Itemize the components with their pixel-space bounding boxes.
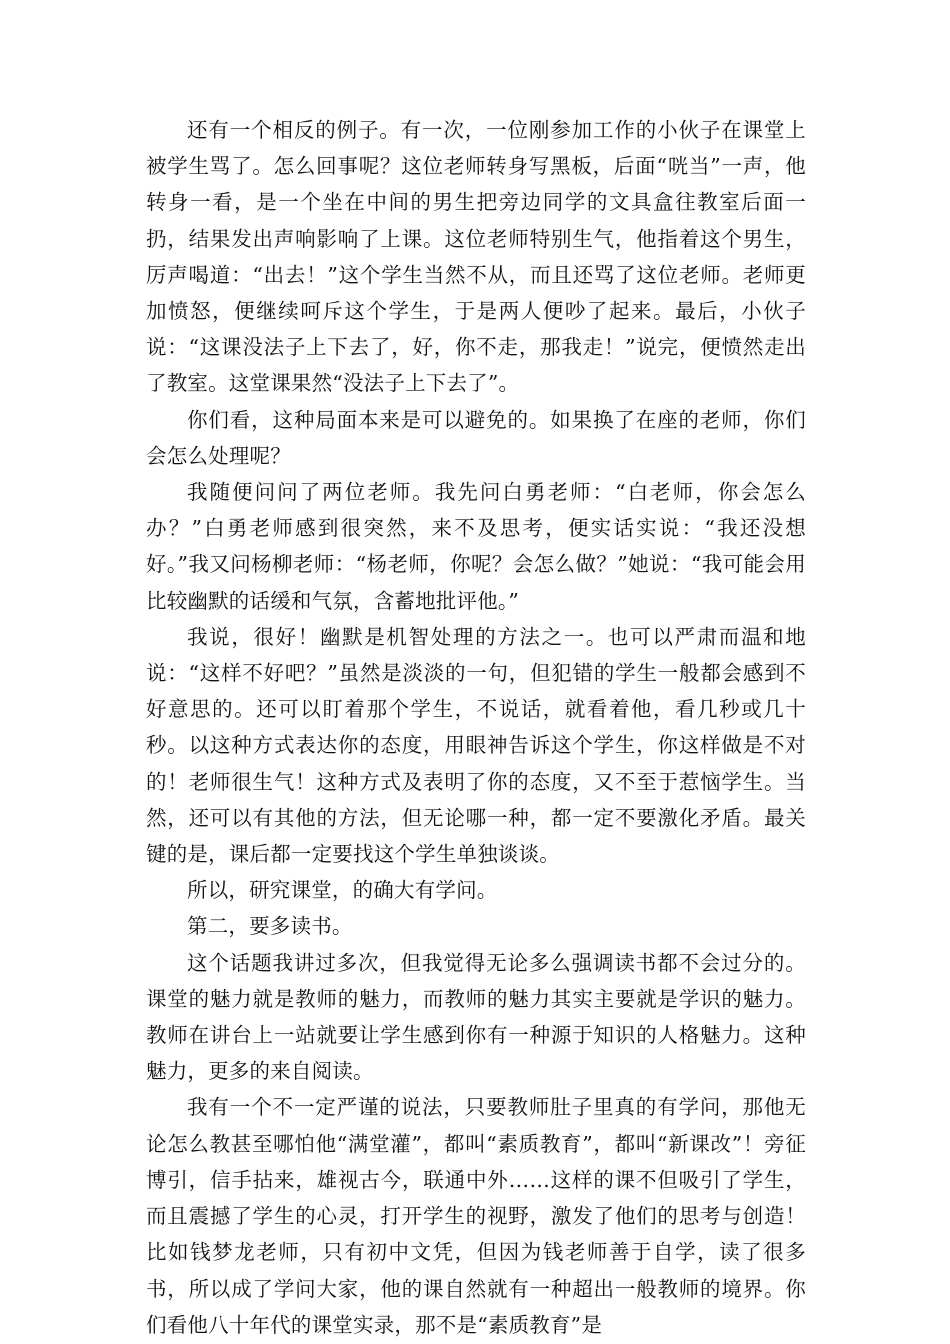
paragraph-asked-teachers: 我随便问问了两位老师。我先问白勇老师：“白老师，你会怎么办？”白勇老师感到很突然，来不及思考，便实话实说：“我还没想好。”我又问杨柳老师：“杨老师，你呢？会怎么做？”她说：“我可能会用比较幽默的话缓和气氛，含蓄地批评他。” (146, 480, 806, 613)
paragraph-learning-teacher: 我有一个不一定严谨的说法，只要教师肚子里真的有学问，那他无论怎么教甚至哪怕他“满堂灌”，都叫“素质教育”，都叫“新课改”！旁征博引，信手拈来，雄视古今，联通中外……这样的课不但吸引了学生，而且震撼了学生的心灵，打开学生的视野，激发了他们的思考与创造！比如钱梦龙老师，只有初中文凭，但因为钱老师善于自学，读了很多书，所以成了学问大家，他的课自然就有一种超出一般教师的境界。你们看他八十年代的课堂实录，那不是“素质教育”是 (146, 1095, 806, 1337)
paragraph-conclusion: 所以，研究课堂，的确大有学问。 (187, 878, 498, 903)
paragraph-reading-importance: 这个话题我讲过多次，但我觉得无论多么强调读书都不会过分的。课堂的魅力就是教师的魅力，而教师的魅力其实主要就是学识的魅力。教师在讲台上一站就要让学生感到你有一种源于知识的人格魅力。这种魅力，更多的来自阅读。 (146, 950, 806, 1084)
paragraph-question: 你们看，这种局面本来是可以避免的。如果换了在座的老师，你们会怎么处理呢？ (146, 407, 806, 468)
paragraph-methods: 我说，很好！幽默是机智处理的方法之一。也可以严肃而温和地说：“这样不好吧？”虽然是淡淡的一句，但犯错的学生一般都会感到不好意思的。还可以盯着那个学生，不说话，就看着他，看几秒或几十秒。以这种方式表达你的态度，用眼神告诉这个学生，你这样做是不对的！老师很生气！这种方式及表明了你的态度，又不至于惹恼学生。当然，还可以有其他的方法，但无论哪一种，都一定不要激化矛盾。最关键的是，课后都一定要找这个学生单独谈谈。 (146, 624, 806, 867)
section-heading-read-more: 第二，要多读书。 (187, 914, 353, 939)
paragraph-counter-example: 还有一个相反的例子。有一次，一位刚参加工作的小伙子在课堂上被学生骂了。怎么回事呢？这位老师转身写黑板，后面“咣当”一声，他转身一看，是一个坐在中间的男生把旁边同学的文具盒往教室后面一扔，结果发出声响影响了上课。这位老师特别生气，他指着这个男生，厉声喝道：“出去！”这个学生当然不从，而且还骂了这位老师。老师更加愤怒，便继续呵斥这个学生，于是两人便吵了起来。最后，小伙子说：“这课没法子上下去了，好，你不走，那我走！”说完，便愤然走出了教室。这堂课果然“没法子上下去了”。 (146, 118, 806, 396)
document-page (146, 112, 806, 1343)
